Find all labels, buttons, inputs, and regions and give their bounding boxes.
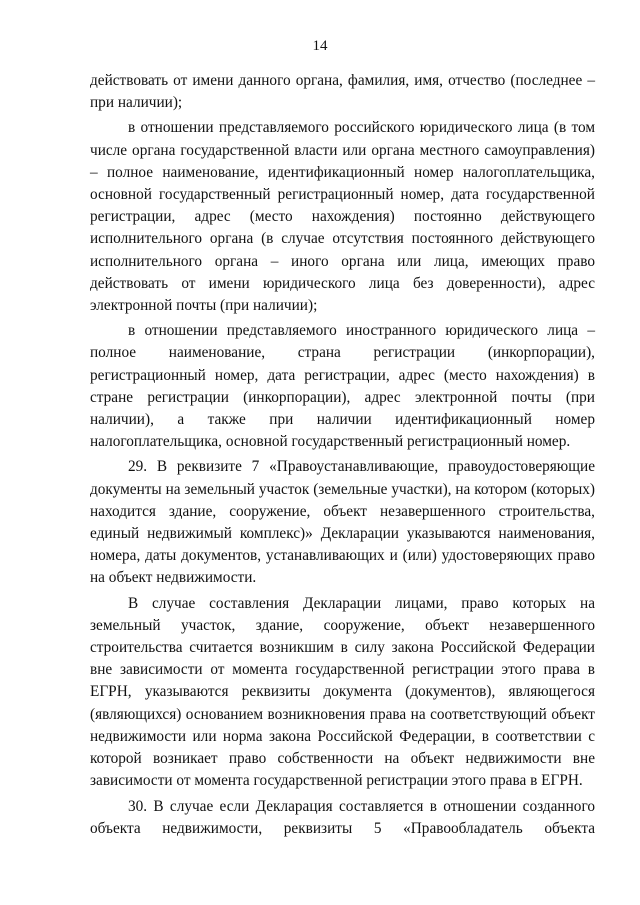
page-number: 14	[312, 38, 328, 54]
paragraph-item-29-case: В случае составления Декларации лицами, право которых на земельный участок, здание, сооружение, объект незавершенного строительства считается возникшим в силу закона Российской Федерации вне зависимости от момента государственной регистрации этого права в ЕГРН, указываются реквизиты документа (документов), являющегося (являющихся) основанием возникновения права на соответствующий объект недвижимости или норма закона Российской Федерации, в соответствии с которой возникает право собственности на объект недвижимости вне зависимости от момента государственной регистрации этого права в ЕГРН.	[90, 594, 595, 790]
paragraph-item-30: 30. В случае если Декларация составляется в отношении созданного объекта недвижимости, реквизиты 5 «Правообладатель объекта	[90, 797, 595, 837]
paragraph-item-29: 29. В реквизите 7 «Правоустанавливающие, правоудостоверяющие документы на земельный участок (земельные участки), на котором (которых) находится здание, сооружение, объект незавершенного строительства, единый недвижимый комплекс)» Декларации указываются наименования, номера, даты документов, устанавливающих и (или) удостоверяющих право на объект недвижимости.	[90, 458, 595, 587]
paragraph-russian-legal-entity: в отношении представляемого российского юридического лица (в том числе органа государственной власти или органа местного самоуправления) – полное наименование, идентификационный номер налогоплательщика, основной государственный регистрационный номер, дата государственной регистрации, адрес (место нахождения) постоянно действующего исполнительного органа (в случае отсутствия постоянного действующего исполнительного органа – иного органа или лица, имеющих право действовать от имени юридического лица без доверенности), адрес электронной почты (при наличии);	[90, 119, 595, 315]
paragraph-foreign-legal-entity: в отношении представляемого иностранного юридического лица – полное наименование, страна регистрации (инкорпорации), регистрационный номер, дата регистрации, адрес (место нахождения) в стране регистрации (инкорпорации), адрес электронной почты (при наличии), а также при наличии идентификационный номер налогоплательщика, основной государственный регистрационный номер.	[90, 322, 595, 451]
paragraph-continuation: действовать от имени данного органа, фамилия, имя, отчество (последнее – при наличии);	[90, 72, 595, 112]
document-body	[90, 70, 595, 840]
